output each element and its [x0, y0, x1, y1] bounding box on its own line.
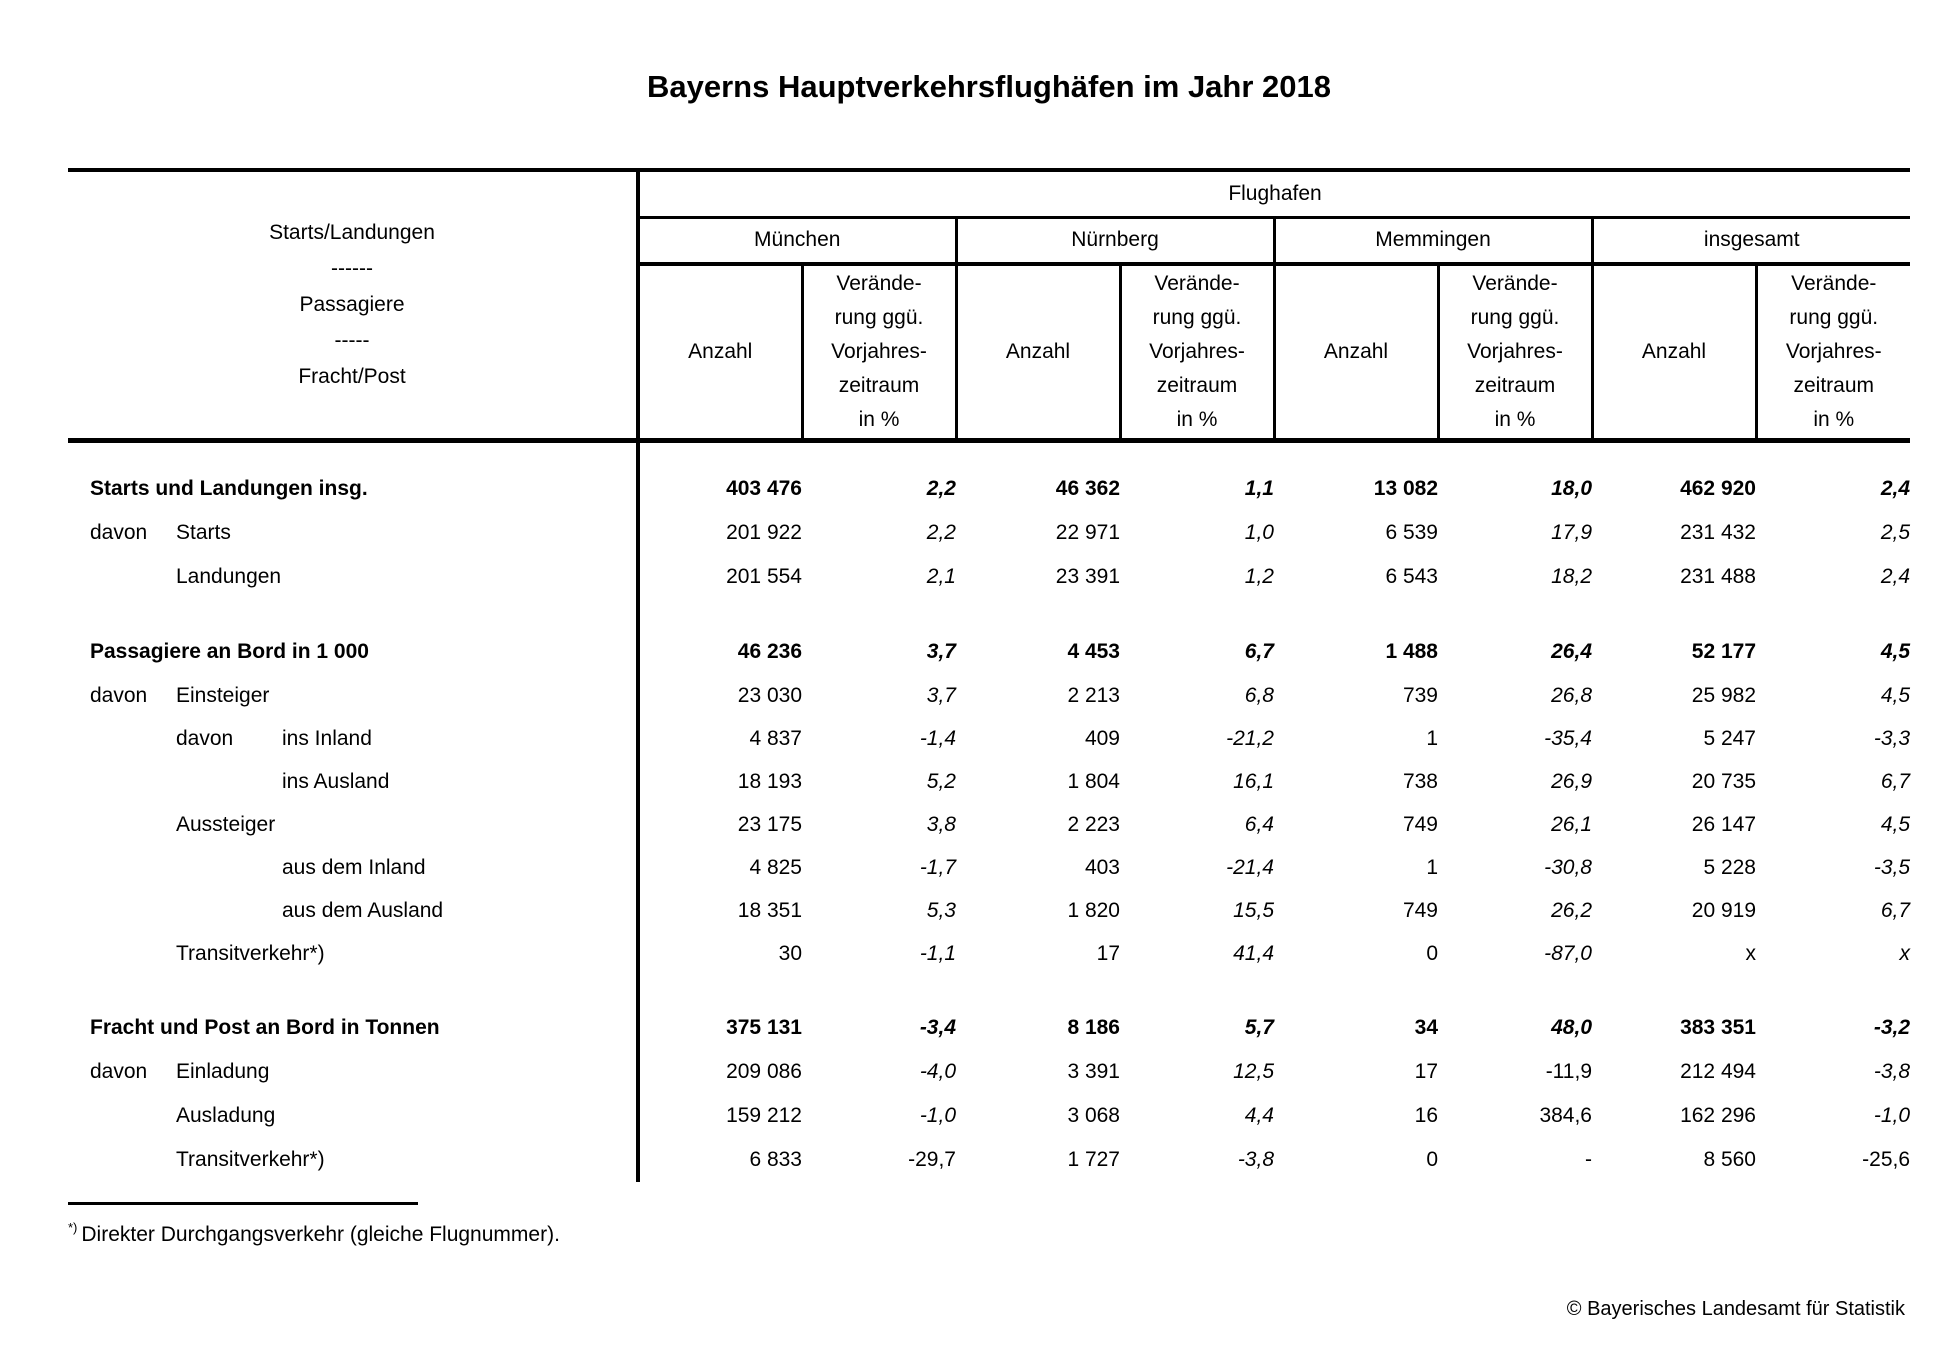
cell-change-pct: 4,5: [1880, 683, 1911, 707]
stub-header-line: Passagiere: [299, 292, 405, 316]
cell-change-pct: 5,7: [1244, 1016, 1274, 1039]
cell-anzahl: 209 086: [726, 1060, 802, 1083]
row-label: Transitverkehr*): [68, 932, 638, 975]
cell-anzahl: 4 825: [749, 855, 802, 879]
cell-change-pct: 4,4: [1244, 1104, 1274, 1127]
cell-change-pct: 17,9: [1551, 521, 1592, 544]
cell-anzahl: 2 213: [1067, 683, 1120, 707]
cell-anzahl: 0: [1426, 1148, 1438, 1171]
subheader-anzahl: Anzahl: [1592, 264, 1756, 440]
cell-anzahl: 1 804: [1067, 769, 1120, 793]
cell-anzahl: 6 833: [749, 1148, 802, 1171]
table-row: [68, 674, 1910, 717]
cell-change-pct: 12,5: [1233, 1060, 1274, 1083]
stub-header-divider: ------: [331, 256, 373, 280]
cell-anzahl: 749: [1402, 898, 1438, 922]
subheader-change-line: Vorjahres-: [831, 339, 927, 363]
row-label: Transitverkehr*): [68, 1138, 638, 1182]
row-label: Starts und Landungen insg.: [68, 467, 638, 511]
row-label-prefix: davon: [176, 726, 234, 750]
cell-anzahl: 3 391: [1067, 1060, 1120, 1083]
cell-anzahl: 231 488: [1680, 565, 1756, 588]
stub-header-line: Starts/Landungen: [269, 220, 435, 244]
cell-change-pct: -1,4: [919, 726, 956, 750]
subheader-change-line: Vorjahres-: [1149, 339, 1245, 363]
row-label: Fracht und Post an Bord in Tonnen: [68, 1006, 638, 1050]
cell-anzahl: 34: [1414, 1016, 1438, 1039]
cell-change-pct: 5,3: [926, 898, 956, 922]
table-row: [68, 467, 1910, 511]
cell-anzahl: 8 186: [1067, 1016, 1120, 1039]
cell-anzahl: 739: [1402, 683, 1438, 707]
spacer-row: [68, 440, 1910, 467]
cell-change-pct: 2,2: [926, 521, 956, 544]
cell-change-pct: -25,6: [1862, 1148, 1911, 1171]
spacer-stub-cell: [68, 440, 638, 467]
cell-change-pct: -3,4: [919, 1016, 956, 1039]
cell-change-pct: -3,8: [1873, 1060, 1911, 1083]
spacer-cell: [638, 975, 1910, 1006]
cell-anzahl: 18 351: [737, 898, 802, 922]
cell-change-pct: 26,4: [1551, 640, 1592, 663]
cell-anzahl: 462 920: [1680, 477, 1756, 500]
row-label-text: Einladung: [176, 1060, 270, 1083]
row-label: [68, 511, 638, 555]
cell-anzahl: 159 212: [726, 1104, 802, 1127]
subheader-change-line: Verände-: [1154, 271, 1240, 295]
cell-change-pct: 384,6: [1539, 1104, 1592, 1127]
cell-anzahl: 5 247: [1703, 726, 1756, 750]
cell-anzahl: 231 432: [1680, 521, 1756, 544]
cell-change-pct: 2,1: [926, 565, 956, 588]
table-row: [68, 1050, 1910, 1094]
cell-anzahl: 46 236: [737, 640, 802, 663]
cell-change-pct: -3,8: [1237, 1148, 1274, 1171]
row-label: Aussteiger: [68, 803, 638, 846]
row-label: ins Ausland: [68, 760, 638, 803]
cell-anzahl: 1: [1426, 855, 1438, 879]
row-label: [68, 674, 638, 717]
cell-anzahl: 2 223: [1067, 812, 1120, 836]
cell-anzahl: 1 820: [1067, 898, 1120, 922]
table-row: [68, 511, 1910, 555]
table-body: [68, 440, 1910, 1182]
subheader-anzahl: Anzahl: [638, 264, 802, 440]
table-row: [68, 889, 1910, 932]
subheader-change-line: in %: [1176, 407, 1218, 431]
cell-anzahl: 30: [778, 941, 802, 965]
cell-change-pct: 2,4: [1880, 565, 1911, 588]
cell-anzahl: 6 543: [1385, 565, 1438, 588]
cell-change-pct: -1,1: [919, 941, 956, 965]
cell-change-pct: 26,9: [1551, 769, 1592, 793]
subheader-change-line: Verände-: [1472, 271, 1558, 295]
subheader-change-line: zeitraum: [1793, 373, 1875, 397]
subheader-change: [1438, 264, 1592, 440]
subheader-change-line: in %: [1813, 407, 1855, 431]
column-header-muenchen: München: [638, 217, 956, 264]
cell-change-pct: -87,0: [1544, 941, 1592, 965]
cell-anzahl: 4 453: [1067, 640, 1120, 663]
footnote: [68, 1220, 560, 1247]
table-row: [68, 630, 1910, 674]
table-row: [68, 717, 1910, 760]
cell-change-pct: -21,2: [1226, 726, 1274, 750]
subheader-change-line: rung ggü.: [1470, 305, 1560, 329]
cell-change-pct: -30,8: [1544, 855, 1592, 879]
cell-change-pct: 1,2: [1244, 565, 1274, 588]
cell-change-pct: 26,8: [1551, 683, 1592, 707]
cell-anzahl: 403 476: [726, 477, 802, 500]
cell-anzahl: 20 919: [1691, 898, 1756, 922]
page-title: Bayerns Hauptverkehrsflughäfen im Jahr 2018: [647, 69, 1331, 104]
subheader-change-line: rung ggü.: [834, 305, 924, 329]
cell-anzahl: 13 082: [1373, 477, 1438, 500]
spacer-stub-cell: [68, 975, 638, 1006]
cell-anzahl: 1: [1426, 726, 1438, 750]
table-header: [68, 170, 1910, 440]
cell-anzahl: 8 560: [1703, 1148, 1756, 1171]
row-label: Ausladung: [68, 1094, 638, 1138]
cell-change-pct: -4,0: [919, 1060, 956, 1083]
row-label-prefix: davon: [90, 521, 148, 544]
cell-anzahl: 738: [1402, 769, 1438, 793]
subheader-change-line: Vorjahres-: [1785, 339, 1882, 363]
subheader-change-line: Vorjahres-: [1467, 339, 1563, 363]
cell-change-pct: 18,2: [1551, 565, 1592, 588]
subheader-change-line: in %: [1494, 407, 1536, 431]
cell-change-pct: 6,7: [1880, 898, 1911, 922]
row-label: aus dem Ausland: [68, 889, 638, 932]
subheader-change-line: in %: [858, 407, 900, 431]
subheader-change-line: zeitraum: [1474, 373, 1556, 397]
row-label: [68, 717, 638, 760]
cell-anzahl: 5 228: [1703, 855, 1756, 879]
cell-change-pct: -3,5: [1873, 855, 1911, 879]
cell-change-pct: 16,1: [1233, 769, 1274, 793]
group-header-flughafen: Flughafen: [638, 170, 1910, 217]
cell-anzahl: 26 147: [1691, 812, 1756, 836]
table-row: [68, 1006, 1910, 1050]
cell-anzahl: 3 068: [1067, 1104, 1120, 1127]
cell-change-pct: 1,1: [1244, 477, 1274, 500]
cell-change-pct: 3,7: [926, 640, 956, 663]
subheader-change-line: rung ggü.: [1152, 305, 1242, 329]
cell-change-pct: 48,0: [1551, 1016, 1592, 1039]
cell-anzahl: 23 175: [737, 812, 802, 836]
cell-change-pct: 4,5: [1880, 812, 1911, 836]
column-header-memmingen: Memmingen: [1274, 217, 1592, 264]
subheader-change: [1120, 264, 1274, 440]
spacer-cell: [638, 440, 1910, 467]
subheader-change: [1756, 264, 1910, 440]
table-row: [68, 760, 1910, 803]
cell-anzahl: 409: [1084, 726, 1120, 750]
subheader-change-line: zeitraum: [838, 373, 920, 397]
cell-change-pct: 3,8: [926, 812, 956, 836]
cell-anzahl: 1 488: [1385, 640, 1438, 663]
subheader-change-line: zeitraum: [1156, 373, 1238, 397]
subheader-change-line: Verände-: [1791, 271, 1877, 295]
cell-anzahl: 0: [1426, 941, 1438, 965]
column-header-insgesamt: insgesamt: [1592, 217, 1910, 264]
cell-anzahl: 23 030: [737, 683, 802, 707]
cell-change-pct: 41,4: [1233, 941, 1274, 965]
cell-change-pct: 18,0: [1551, 477, 1592, 500]
stub-header-line: Fracht/Post: [298, 364, 406, 388]
cell-anzahl: 6 539: [1385, 521, 1438, 544]
cell-change-pct: -1,0: [1873, 1104, 1911, 1127]
cell-change-pct: -35,4: [1544, 726, 1592, 750]
cell-anzahl: 52 177: [1691, 640, 1756, 663]
cell-change-pct: -1,7: [919, 855, 956, 879]
stub-header: [68, 170, 638, 440]
cell-change-pct: -: [1585, 1148, 1592, 1171]
cell-anzahl: 1 727: [1067, 1148, 1120, 1171]
cell-anzahl: 201 554: [726, 565, 802, 588]
cell-change-pct: 5,2: [926, 769, 956, 793]
cell-anzahl: 375 131: [726, 1016, 802, 1039]
spacer-row: [68, 599, 1910, 630]
cell-change-pct: 6,8: [1244, 683, 1274, 707]
cell-anzahl: 212 494: [1680, 1060, 1756, 1083]
cell-change-pct: 26,1: [1551, 812, 1592, 836]
cell-change-pct: 4,5: [1880, 640, 1911, 663]
subheader-anzahl: Anzahl: [956, 264, 1120, 440]
cell-anzahl: 403: [1084, 855, 1120, 879]
cell-change-pct: 2,4: [1880, 477, 1911, 500]
cell-change-pct: 26,2: [1551, 898, 1592, 922]
cell-change-pct: -1,0: [919, 1104, 956, 1127]
footnote-rule: [68, 1202, 418, 1205]
cell-change-pct: 1,0: [1244, 521, 1274, 544]
cell-change-pct: -11,9: [1545, 1060, 1592, 1083]
column-header-nuernberg: Nürnberg: [956, 217, 1274, 264]
cell-change-pct: 6,4: [1244, 812, 1274, 836]
row-label: Passagiere an Bord in 1 000: [68, 630, 638, 674]
cell-anzahl: 23 391: [1055, 565, 1120, 588]
cell-change-pct: 2,2: [926, 477, 956, 500]
cell-anzahl: 25 982: [1691, 683, 1756, 707]
table-row: [68, 803, 1910, 846]
spacer-row: [68, 975, 1910, 1006]
subheader-change-line: Verände-: [836, 271, 922, 295]
cell-change-pct: -3,2: [1873, 1016, 1911, 1039]
cell-anzahl: 749: [1402, 812, 1438, 836]
stub-header-divider: -----: [334, 328, 370, 352]
footnote-marker: *): [68, 1220, 78, 1235]
cell-anzahl: 20 735: [1691, 769, 1756, 793]
cell-anzahl: 201 922: [726, 521, 802, 544]
cell-anzahl: 17: [1414, 1060, 1438, 1083]
cell-anzahl: 17: [1096, 941, 1120, 965]
table-row: [68, 555, 1910, 599]
cell-change-pct: -21,4: [1226, 855, 1274, 879]
cell-change-pct: -29,7: [908, 1148, 956, 1171]
table-row: [68, 1094, 1910, 1138]
subheader-anzahl: Anzahl: [1274, 264, 1438, 440]
cell-anzahl: 162 296: [1680, 1104, 1756, 1127]
footnote-text: Direkter Durchgangsverkehr (gleiche Flugnummer).: [81, 1223, 560, 1246]
table-row: [68, 1138, 1910, 1182]
row-label: aus dem Inland: [68, 846, 638, 889]
cell-anzahl: 22 971: [1055, 521, 1120, 544]
cell-change-pct: 6,7: [1244, 640, 1274, 663]
row-label: Landungen: [68, 555, 638, 599]
cell-change-pct: 6,7: [1880, 769, 1911, 793]
cell-anzahl: 46 362: [1055, 477, 1120, 500]
cell-anzahl: 16: [1414, 1104, 1438, 1127]
cell-change-pct: x: [1899, 941, 1911, 965]
cell-change-pct: 15,5: [1233, 898, 1274, 922]
table-row: [68, 846, 1910, 889]
cell-anzahl: x: [1745, 941, 1756, 965]
row-label-prefix: davon: [90, 683, 148, 707]
row-label-text: Einsteiger: [176, 683, 270, 707]
row-label-text: ins Inland: [282, 726, 372, 750]
table-row: [68, 932, 1910, 975]
row-label-text: Starts: [176, 521, 231, 544]
spacer-stub-cell: [68, 599, 638, 630]
subheader-change-line: rung ggü.: [1789, 305, 1879, 329]
row-label-prefix: davon: [90, 1060, 148, 1083]
cell-change-pct: -3,3: [1873, 726, 1911, 750]
subheader-change: [802, 264, 956, 440]
cell-change-pct: 2,5: [1880, 521, 1911, 544]
cell-anzahl: 18 193: [737, 769, 802, 793]
spacer-cell: [638, 599, 1910, 630]
airports-table: [68, 168, 1910, 1182]
copyright-notice: © Bayerisches Landesamt für Statistik: [1566, 1298, 1905, 1320]
row-label: [68, 1050, 638, 1094]
cell-change-pct: 3,7: [926, 683, 956, 707]
cell-anzahl: 383 351: [1680, 1016, 1756, 1039]
cell-anzahl: 4 837: [749, 726, 802, 750]
